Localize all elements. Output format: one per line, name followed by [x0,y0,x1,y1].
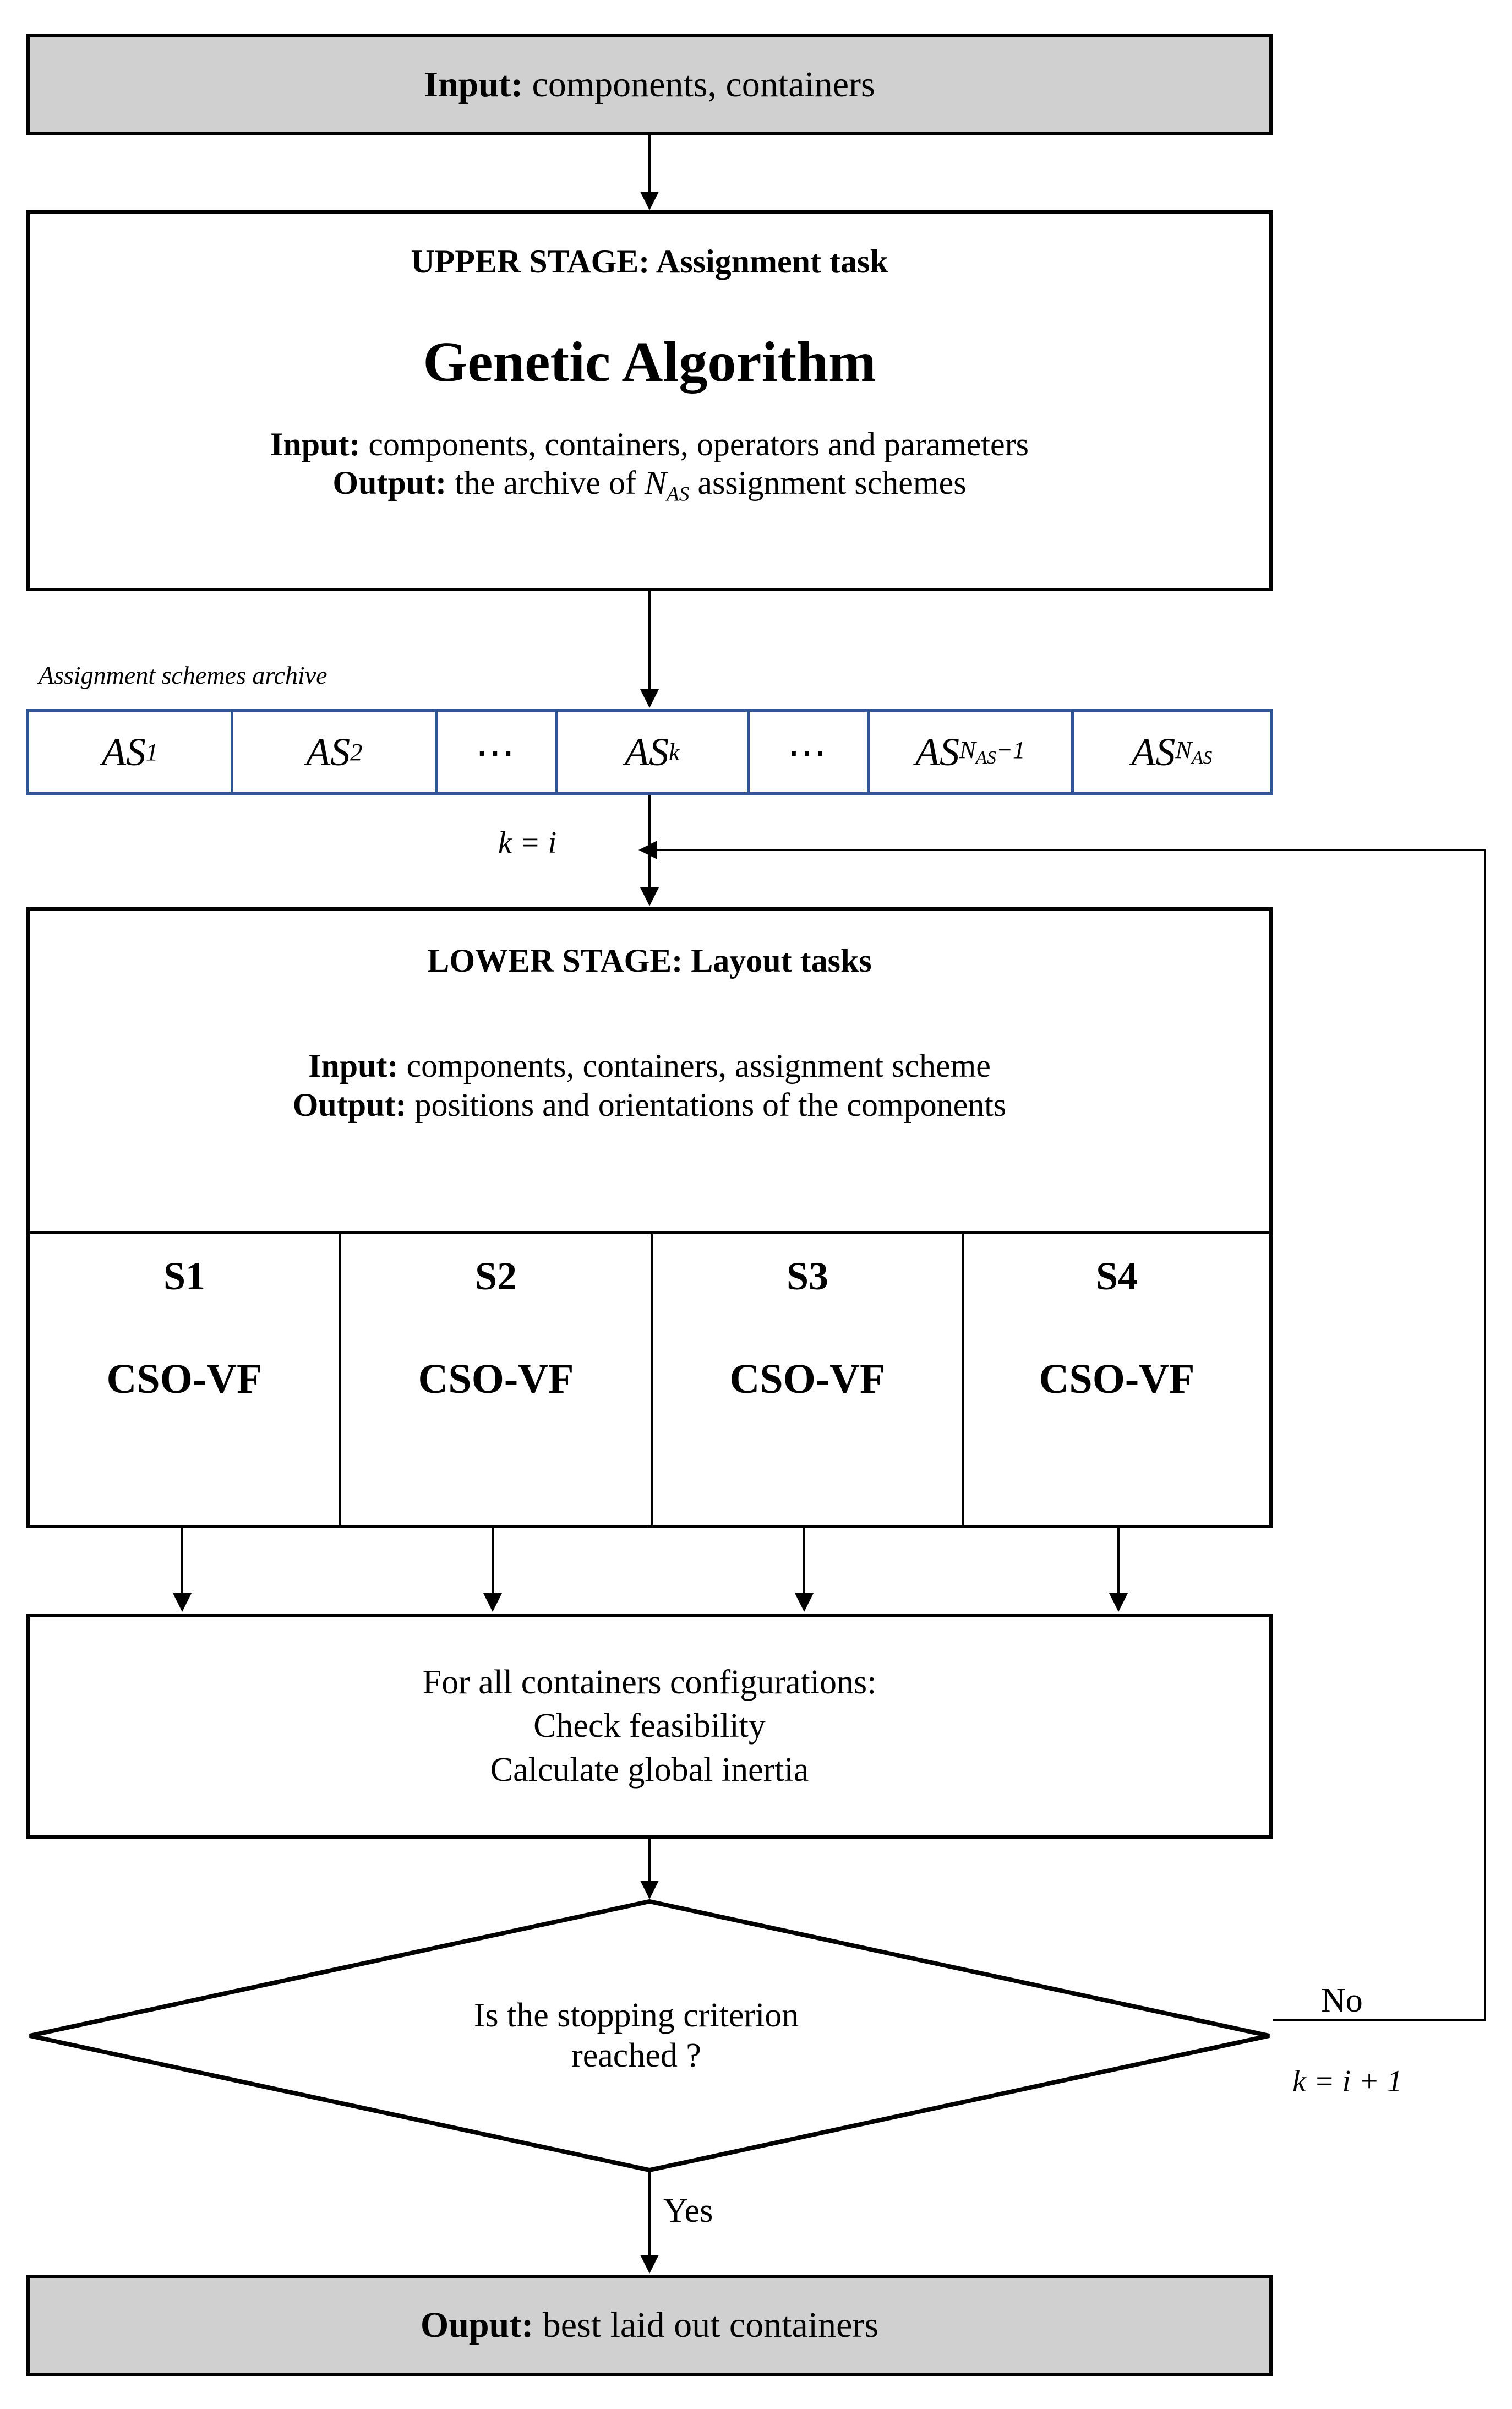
archive-cell-base: AS [101,729,146,774]
decision-diamond-text [0,1898,1273,2173]
arrowhead-solver-2 [483,1593,502,1612]
upper-stage-output-post: assignment schemes [689,465,967,502]
upper-stage-output-symbol [644,465,690,506]
decision-diamond [0,1898,1273,2173]
arrowhead-archive-to-lower [640,887,659,906]
arrowhead-upper-to-archive [640,689,659,708]
archive-cell-subscript: 2 [350,738,363,766]
archive-cell [870,712,1074,792]
lower-stage-input-line [293,1047,1007,1086]
decision-no-label: No [1321,1982,1363,2019]
symbol-base: N [644,465,667,502]
loop-entry-label: k = i [498,826,557,860]
symbol-subscript: AS [667,483,690,506]
input-terminal-text [424,63,875,106]
decision-no-update-label: k = i + 1 [1292,2064,1402,2099]
archive-cell [233,712,438,792]
connector-solver-4 [1117,1528,1120,1594]
connector-solver-3 [803,1528,805,1594]
arrowhead-solver-1 [173,1593,192,1612]
feedback-loop-horizontal-bottom [1273,2019,1486,2021]
decision-line-2: reached ? [571,2037,701,2074]
connector-solver-2 [492,1528,494,1594]
connector-decision-to-output [648,2170,651,2256]
solver-name: S4 [1095,1254,1138,1298]
solver-algorithm: CSO-VF [418,1355,574,1402]
connector-upper-to-archive [648,591,651,690]
arrowhead-solver-4 [1109,1593,1128,1612]
archive-cell-suffix: −1 [996,735,1025,764]
lower-stage-output-line [293,1086,1007,1125]
arrowhead-solver-3 [795,1593,814,1612]
arrowhead-feasibility-to-decision [640,1881,659,1899]
lower-stage-title: LOWER STAGE: Layout tasks [427,942,872,979]
solver-cell [653,1234,964,1525]
arrowhead-feedback-loop [638,841,657,859]
connector-solver-1 [181,1528,183,1594]
archive-cell [558,712,750,792]
solver-cell [30,1234,341,1525]
upper-stage-output-line [270,464,1029,506]
archive-cell-subscript: $N_{AS}$ [1175,735,1213,769]
feasibility-line-1: For all containers configurations: [422,1664,877,1702]
solver-cell [964,1234,1269,1525]
archive-cell-subscript: k [669,738,680,766]
archive-cell [1074,712,1270,792]
archive-label: Assignment schemes archive [39,661,327,689]
solver-algorithm: CSO-VF [729,1355,886,1402]
archive-ellipsis: ⋯ [750,712,870,792]
genetic-algorithm-title: Genetic Algorithm [423,330,876,394]
archive-cell [29,712,233,792]
lower-stage-io [293,1047,1007,1125]
decision-yes-label: Yes [663,2192,713,2230]
output-terminal-text [421,2304,878,2347]
solver-name: S2 [474,1254,517,1298]
feasibility-box [26,1614,1273,1839]
archive-cell-base: AS [306,729,351,774]
upper-stage-output-label: Output: [332,465,447,502]
archive-ellipsis: ⋯ [438,712,558,792]
input-terminal-value: components, containers [523,64,875,105]
lower-stage-box [26,907,1273,1528]
lower-stage-input-value: components, containers, assignment scheme [398,1047,991,1084]
upper-stage-title: UPPER STAGE: Assignment task [411,243,888,280]
archive-cell-subscript: 1 [145,738,159,766]
lower-stage-header [30,911,1269,1234]
connector-input-to-upper [648,135,651,193]
lower-stage-input-label: Input: [308,1047,399,1084]
feasibility-line-3: Calculate global inertia [490,1751,809,1789]
feedback-loop-vertical [1484,849,1486,2020]
archive-cell-subscript: $N_{AS}-1$ [959,735,1025,769]
archive-cell-subsubscript: AS [1192,748,1213,769]
solver-cell [341,1234,653,1525]
input-terminal-box [26,34,1273,135]
lower-stage-output-label: Output: [292,1086,407,1123]
lower-stage-output-value: positions and orientations of the components [406,1086,1007,1123]
upper-stage-io [270,425,1029,507]
archive-cell-base: AS [915,729,959,774]
upper-stage-input-value: components, containers, operators and parameters [360,426,1029,462]
output-terminal-label: Ouput: [420,2305,534,2346]
upper-stage-box [26,210,1273,591]
connector-feasibility-to-decision [648,1839,651,1882]
arrowhead-input-to-upper [640,192,659,210]
archive-cell-base: AS [625,729,669,774]
output-terminal-box [26,2275,1273,2376]
assignment-schemes-archive [26,709,1273,795]
solver-algorithm: CSO-VF [1039,1355,1195,1402]
feasibility-line-2: Check feasibility [533,1707,766,1745]
upper-stage-input-label: Input: [270,426,361,462]
solver-name: S3 [786,1254,829,1298]
solver-name: S1 [163,1254,206,1298]
archive-cell-base: AS [1131,729,1176,774]
input-terminal-label: Input: [424,64,523,105]
upper-stage-input-line [270,425,1029,464]
archive-cell-subsubscript: AS [975,748,996,769]
solver-row [30,1234,1269,1525]
upper-stage-output-pre: the archive of [446,465,645,502]
arrowhead-decision-to-output [640,2255,659,2274]
output-terminal-value: best laid out containers [533,2305,879,2346]
solver-algorithm: CSO-VF [106,1355,263,1402]
decision-line-1: Is the stopping criterion [473,1996,799,2034]
feedback-loop-horizontal-top [649,849,1486,851]
